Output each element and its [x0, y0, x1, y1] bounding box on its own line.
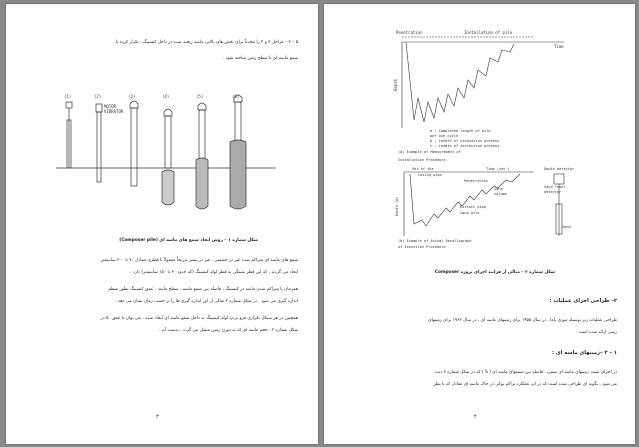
- legend-2: per one cycle: [430, 134, 459, 138]
- intro-line-1: ۵ – ۲ – مراحل ۳ و ۴ را مجدداً برای بخش های بالایی ماسه ریخته شده در داخل کیسینگ ، تکرار کرده تا: [115, 40, 298, 45]
- figure-label-2: (2): [94, 94, 102, 99]
- time-label: Time: [554, 44, 564, 49]
- sub-line-2: می شود ، بگونه ای طراحی شده است که در اثر عملکرد تراکم یوکی در حاک ماسه ای معادل که با نظر: [433, 382, 617, 387]
- sand-label: Sand: [494, 187, 503, 191]
- body-line-2: ایجاد می گردند ، که این قطر بستگی به قطر لوله کیسینگ (که حدود ۳۰ تا ۱۵۰ سانتیمتر) دارد .: [130, 270, 298, 275]
- casing-pipe-label: Casing pipe: [418, 173, 442, 177]
- installation-label: Installation of pile: [464, 30, 513, 35]
- detector-label: detector: [544, 190, 562, 194]
- depth-label: Depth: [393, 78, 398, 91]
- sand-pile-label: Sand pile: [460, 211, 480, 215]
- motor-label-1: MOTOR: [104, 104, 117, 109]
- subheading: ۱ – ۲ –زمینهای ماسه ای :: [552, 350, 617, 356]
- intro-line-2: شمع ماسه ای تا سطح زمین ساخته شود .: [223, 56, 298, 61]
- recollograph-chart: [394, 164, 594, 256]
- right-page: [324, 4, 635, 444]
- figure-label-5: (5): [196, 94, 204, 99]
- penetration-label: Penetration: [396, 30, 423, 35]
- legend-4: c : Length of extraction process: [430, 144, 500, 148]
- page-number: ۳: [156, 414, 159, 420]
- motor-label-2: VIBRATOR: [104, 109, 124, 114]
- installation-chart: [394, 28, 589, 156]
- depth-m-label: Depth (m): [395, 196, 399, 216]
- legend-3: b : Length of excavation process: [430, 139, 500, 143]
- figure-label-6: (6): [232, 94, 240, 99]
- penetration-label-2: Penetration: [464, 179, 488, 183]
- caption-a-2: Installation Procedure.: [398, 158, 448, 162]
- sub-line-1: در اجرای تثبیت زمینهای ماسه ای بستی ، فاصله بین شمعهای ماسه ای ( S ) که در شکل شماره ۳ دیده: [434, 370, 617, 375]
- caption-b-2: of Execution Procedure: [398, 245, 446, 249]
- depth-detector-label: Depth detector: [544, 167, 575, 171]
- caption-a: (a) Example of Measurement of: [398, 150, 461, 154]
- caption-a-line-2-wrap: [398, 156, 548, 164]
- extract-pipe-label: Extract pipe: [460, 205, 486, 209]
- body-line-6: شکل شماره ۲ ، حجم ماسه ای که به دورن زمین منتقل می گردد ، بدست آید .: [158, 328, 298, 333]
- caption-b: (b) Example of Actual Recollograph: [398, 239, 472, 243]
- time-sec-label: Time (sec.): [486, 167, 510, 171]
- sand-level-label: Sand level: [544, 185, 566, 189]
- sand-bottom-label: Sand: [562, 225, 571, 229]
- figure-label-4: (4): [162, 94, 170, 99]
- body-line-1: شمع های ماسه ای متراکم شده غیر در حقیقتی ، غیر در بستر تدریجاً معمولاً با قطری معادل ۷۰ تا ۲۰۰ سانتیمتر: [100, 258, 298, 263]
- body-line-4: اندازه گیری می شود . در شکل شماره ۲ مثالی از این اندازه گیری ها را بر حسب زمان نشان می دهد .: [115, 299, 298, 304]
- figure-label-1: (1): [64, 94, 72, 99]
- legend-1: a : Completed length of pile: [430, 129, 491, 133]
- figure-label-3: (3): [128, 94, 136, 99]
- section-line-2: رسی ارائه شده است .: [575, 330, 617, 335]
- composer-pile-figure: [56, 90, 276, 218]
- body-line-5: همچنین در هر سیکل تکراری فرو بردن لوله کیسینگ به داخل شمع ماسه ای ایجاد شده ، می توان تا عمق ۵۰ در: [100, 316, 298, 321]
- set-of-label: Set of the: [412, 167, 434, 171]
- section-heading: ۲– طراحی اجرای عملیات :: [549, 298, 617, 304]
- figure-2-caption: شکل شماره ۲ – مثالی از فرایند اجرای پروژه Composer: [434, 270, 555, 275]
- figure-1-caption: شکل شماره ۱ – روش ایجاد شمع های ماسه ای (Composer pile): [119, 238, 258, 243]
- volume-label: volume: [494, 192, 507, 196]
- body-line-3: همزمان با متراکم شدن ماسه در کیسینگ ، فاصله بین شمع ماسه ، سطح ماسه ، عمق کیسینگ بطور منظم: [108, 287, 298, 292]
- left-page: [6, 4, 318, 444]
- page-number: ۴: [474, 414, 477, 420]
- section-line-1: طراحی عملیات زیر بوسیله موری یاما ، در سال ۱۹۵۸ برای زمینهای ماسه ای ، در سال ۱۹۶۲ برای زمینهای: [428, 318, 617, 323]
